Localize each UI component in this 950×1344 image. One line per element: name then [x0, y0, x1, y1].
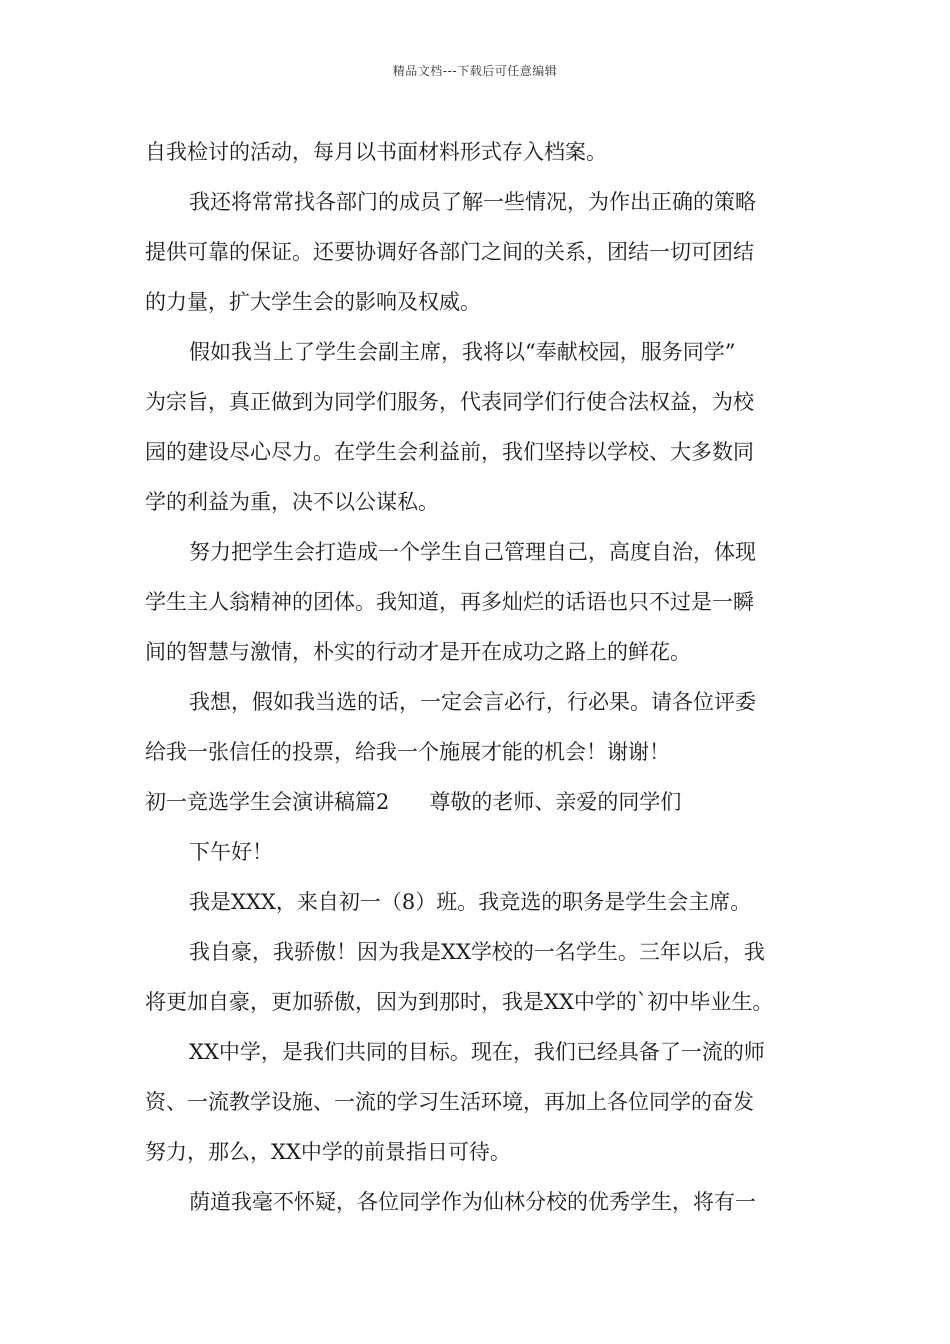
text-line: 提供可靠的保证。还要协调好各部门之间的关系，团结一切可团结: [145, 240, 754, 264]
text-line: 努力，那么，XX中学的前景指日可待。: [145, 1140, 511, 1164]
text-line: 下午好！: [189, 840, 273, 864]
text-line: 我想，假如我当选的话，一定会言必行，行必果。请各位评委: [189, 690, 756, 714]
text-line: 荫道我毫不怀疑，各位同学作为仙林分校的优秀学生，将有一: [189, 1190, 756, 1214]
text-line: 我是XXX，来自初一（8）班。我竞选的职务是学生会主席。: [189, 890, 752, 914]
text-line: 我还将常常找各部门的成员了解一些情况，为作出正确的策略: [189, 190, 756, 214]
text-line: 学的利益为重，决不以公谋私。: [145, 490, 439, 514]
text-line: 园的建设尽心尽力。在学生会利益前，我们坚持以学校、大多数同: [145, 440, 754, 464]
text-line: 资、一流教学设施、一流的学习生活环境，再加上各位同学的奋发: [145, 1090, 754, 1114]
page-header: 精品文档---下载后可任意编辑: [392, 64, 558, 78]
text-line: 将更加自豪，更加骄傲，因为到那时，我是XX中学的`初中毕业生。: [145, 990, 774, 1014]
text-line: 自我检讨的活动，每月以书面材料形式存入档案。: [145, 140, 607, 164]
section-salutation: 尊敬的老师、亲爱的同学们: [429, 790, 682, 814]
text-line: 的力量，扩大学生会的影响及权威。: [145, 290, 481, 314]
text-line: 我自豪，我骄傲！因为我是XX学校的一名学生。三年以后，我: [189, 940, 765, 964]
document-body: [145, 127, 810, 1227]
text-line: 学生主人翁精神的团体。我知道，再多灿烂的话语也只不过是一瞬: [145, 590, 754, 614]
text-line: 给我一张信任的投票，给我一个施展才能的机会！谢谢！: [145, 740, 670, 764]
section-heading-line: [145, 777, 810, 827]
text-line: 为宗旨，真正做到为同学们服务，代表同学们行使合法权益，为校: [145, 390, 754, 414]
text-line: 间的智慧与激情，朴实的行动才是开在成功之路上的鲜花。: [145, 640, 691, 664]
text-line: 假如我当上了学生会副主席，我将以“奉献校园，服务同学”: [189, 340, 736, 364]
text-line: 努力把学生会打造成一个学生自己管理自己，高度自治，体现: [189, 540, 756, 564]
section-title: 初一竞选学生会演讲稿篇2: [145, 790, 390, 814]
text-line: XX中学，是我们共同的目标。现在，我们已经具备了一流的师: [189, 1040, 765, 1064]
